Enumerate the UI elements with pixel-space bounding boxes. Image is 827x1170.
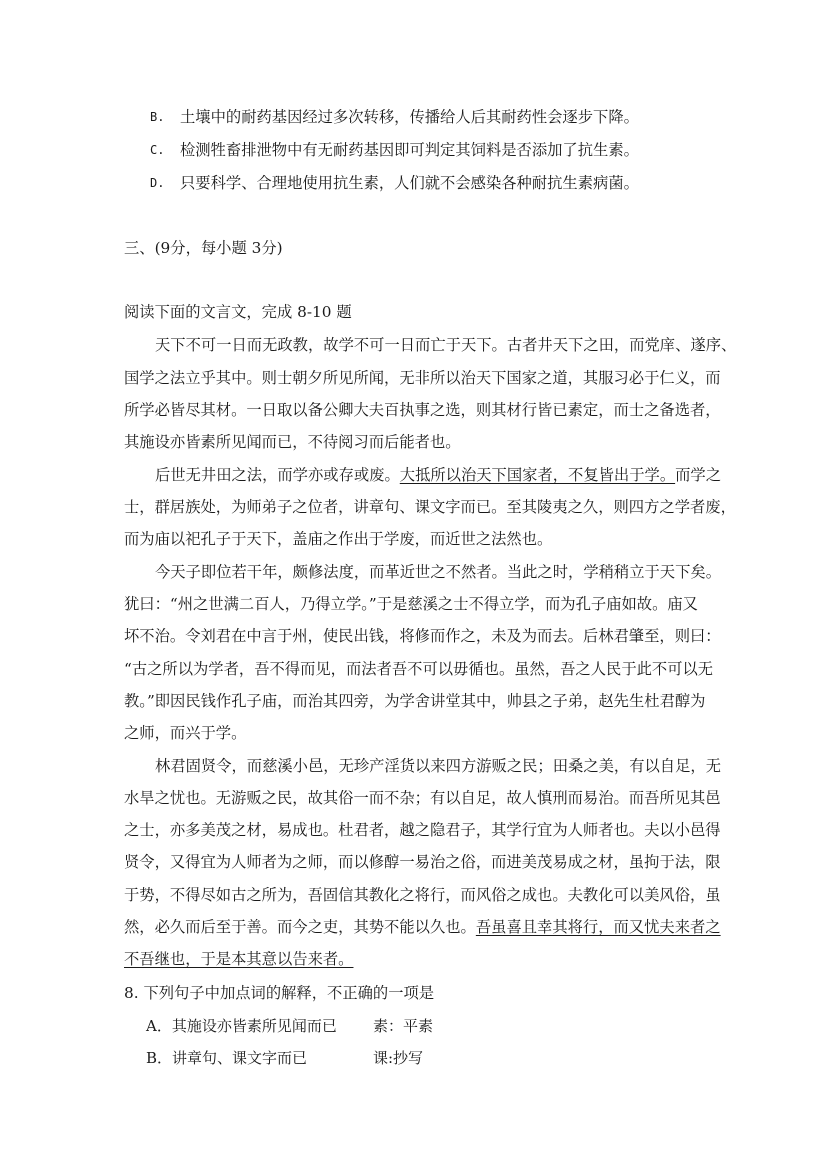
question-option-b-gloss: 课:抄写 xyxy=(373,1049,424,1067)
option-d-text: 只要科学、合理地使用抗生素，人们就不会感染各种耐抗生素病菌。 xyxy=(180,174,639,192)
underlined-sentence: 吾虽喜且幸其将行，而又忧夫来者之 xyxy=(475,918,721,936)
passage-line: 然，必久而后至于善。而今之吏，其势不能以久也。吾虽喜且幸其将行，而又忧夫来者之 xyxy=(124,918,721,936)
passage-line xyxy=(124,949,353,969)
passage-line: 后世无井田之法，而学亦或存或废。大抵所以治天下国家者，不复皆出于学。而学之 xyxy=(155,466,722,484)
option-b-text: 土壤中的耐药基因经过多次转移，传播给人后其耐药性会逐步下降。 xyxy=(180,108,639,126)
passage-line: 其施设亦皆素所见闻而已，不待阅习而后能者也。 xyxy=(124,433,461,451)
passage-line: 而为庙以祀孔子于天下，盖庙之作出于学废，而近世之法然也。 xyxy=(124,530,553,548)
option-d-letter: D. xyxy=(150,176,165,190)
passage-line: 天下不可一日而无政教，故学不可一日而亡于天下。古者井天下之田，而党庠、遂序、 xyxy=(155,336,737,354)
option-c-letter: C. xyxy=(150,143,165,157)
passage-line: 坏不治。令刘君在中言于州，使民出钱，将修而作之，未及为而去。后林君肇至，则曰： xyxy=(124,627,721,645)
reading-instruction: 阅读下面的文言文，完成 8-10 题 xyxy=(124,303,352,321)
passage-line: 林君固贤令，而慈溪小邑，无珍产淫货以来四方游贩之民；田桑之美，有以自足，无 xyxy=(155,757,721,775)
passage-line: 水旱之忧也。无游贩之民，故其俗一而不杂；有以自足，故人慎刑而易治。而吾所见其邑 xyxy=(124,789,721,807)
passage-line: 所学必皆尽其材。一日取以备公卿大夫百执事之选，则其材行皆已素定，而士之备选者， xyxy=(124,401,721,419)
underlined-sentence: 大抵所以治天下国家者，不复皆出于学。 xyxy=(399,466,676,484)
passage-line: 今天子即位若干年，颇修法度，而革近世之不然者。当此之时，学稍稍立于天下矣。 xyxy=(155,563,721,581)
passage-line: 士，群居族处，为师弟子之位者，讲章句、课文字而已。至其陵夷之久，则四方之学者废， xyxy=(124,498,736,516)
passage-line: 国学之法立乎其中。则士朝夕所见所闻，无非所以治天下国家之道，其服习必于仁义，而 xyxy=(124,369,721,387)
passage-line: 于势，不得尽如古之所为，吾固信其教化之将行，而风俗之成也。夫教化可以美风俗，虽 xyxy=(124,886,721,904)
question-option-a-gloss: 素：平素 xyxy=(373,1017,434,1035)
passage-line: “古之所以为学者，吾不得而见，而法者吾不可以毋循也。虽然，吾之人民于此不可以无 xyxy=(124,660,714,678)
section-heading: 三、(9分，每小题 3分) xyxy=(124,239,283,257)
option-c-text: 检测牲畜排泄物中有无耐药基因即可判定其饲料是否添加了抗生素。 xyxy=(180,141,639,159)
question-option-a: A．其施设亦皆素所见闻而已 xyxy=(146,1017,337,1035)
question-stem: 8. 下列句子中加点词的解释，不正确的一项是 xyxy=(124,984,435,1002)
passage-line: 教。”即因民钱作孔子庙，而治其四旁，为学舍讲堂其中，帅县之子弟，赵先生杜君醇为 xyxy=(124,692,706,710)
question-option-b: B．讲章句、课文字而已 xyxy=(146,1049,308,1067)
underlined-sentence: 不吾继也，于是本其意以告来者。 xyxy=(124,950,354,968)
passage-line: 犹曰：“州之世满二百人，乃得立学。”于是慈溪之士不得立学，而为孔子庙如故。庙又 xyxy=(124,595,698,613)
passage-line: 贤令，又得宜为人师者为之师，而以修醇一易治之俗，而进美茂易成之材，虽拘于法，限 xyxy=(124,853,721,871)
option-b-letter: B. xyxy=(150,110,165,124)
passage-line: 之士，亦多美茂之材，易成也。杜君者，越之隐君子，其学行宜为人师者也。夫以小邑得 xyxy=(124,821,721,839)
passage-line: 之师，而兴于学。 xyxy=(124,724,247,742)
